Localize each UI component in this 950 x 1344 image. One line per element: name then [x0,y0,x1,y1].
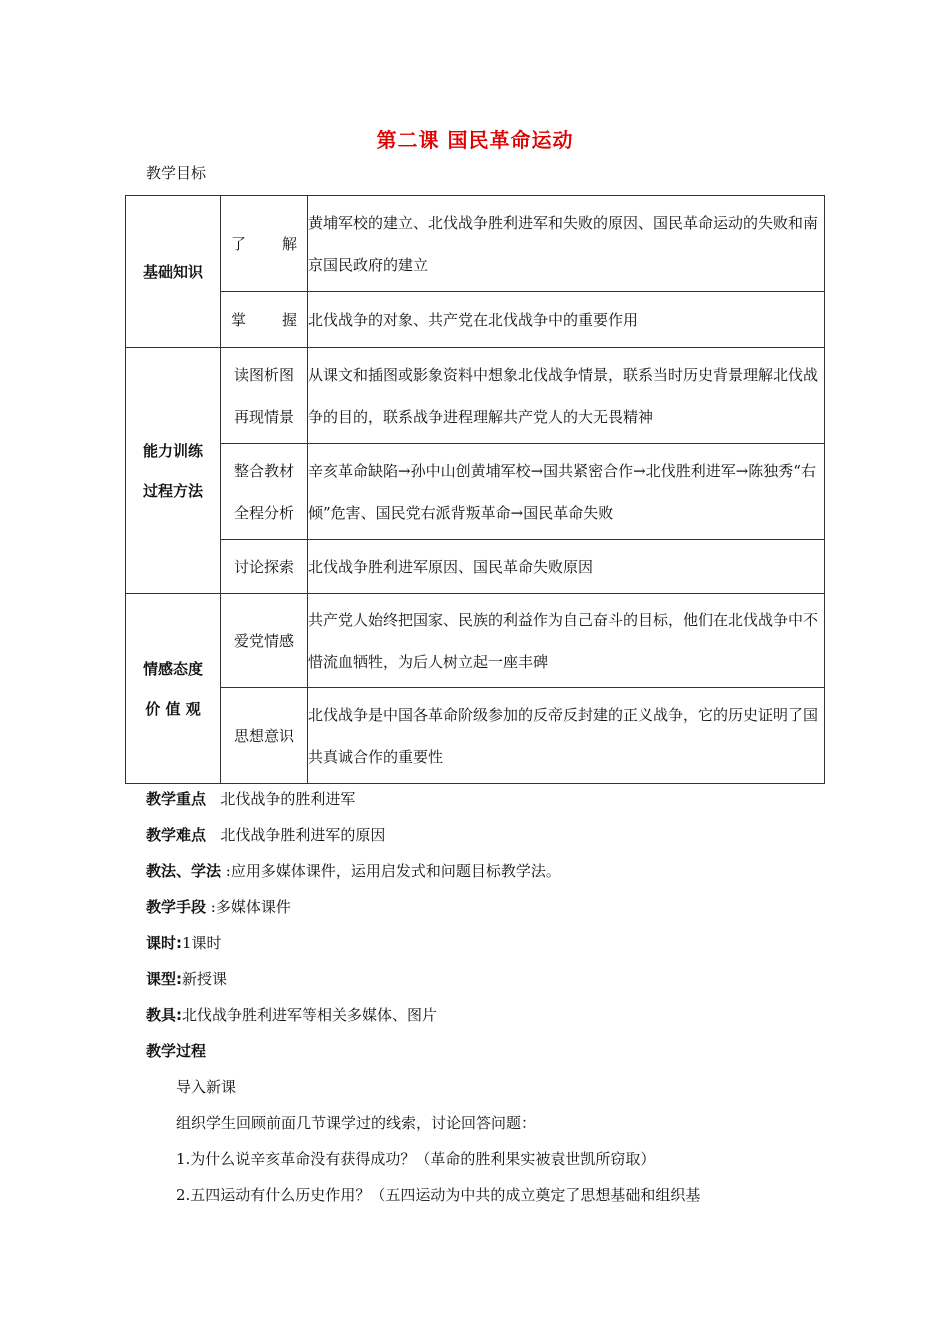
objectives-table [125,195,825,784]
process-heading: 教学过程 [146,1042,207,1060]
sub-master: 掌 握 [221,292,308,348]
question-1: 1.为什么说辛亥革命没有获得成功？（革命的胜利果实被袁世凯所窃取） [176,1150,656,1168]
sub-love-party: 爱党情感 [221,594,308,688]
teaching-goals-label: 教学目标 [146,164,207,182]
page-title: 第二课 国民革命运动 [376,128,574,152]
means-line: 教学手段 :多媒体课件 [146,898,291,916]
category-ability: 能力训练 过程方法 [126,348,221,594]
desc-understand: 黄埔军校的建立、北伐战争胜利进军和失败的原因、国民革命运动的失败和南京国民政府的建立 [308,196,825,292]
sub-understand: 了 解 [221,196,308,292]
focus-line: 教学重点 北伐战争的胜利进军 [146,790,356,808]
method-line: 教法、学法 :应用多媒体课件，运用启发式和问题目标教学法。 [146,862,561,880]
desc-read-maps: 从课文和插图或影象资料中想象北伐战争情景，联系当时历史背景理解北伐战争的目的，联系战争进程理解共产党人的大无畏精神 [308,348,825,444]
process-intro: 导入新课 [176,1078,237,1096]
desc-thought: 北伐战争是中国各革命阶级参加的反帝反封建的正义战争，它的历史证明了国共真诚合作的重要性 [308,688,825,784]
sub-read-maps: 读图析图 再现情景 [221,348,308,444]
difficulty-line: 教学难点 北伐战争胜利进军的原因 [146,826,386,844]
sub-thought: 思想意识 [221,688,308,784]
category-basic: 基础知识 [126,196,221,348]
tools-line: 教具:北伐战争胜利进军等相关多媒体、图片 [146,1006,438,1024]
desc-master: 北伐战争的对象、共产党在北伐战争中的重要作用 [308,292,825,348]
sub-discuss: 讨论探索 [221,540,308,594]
sub-integrate: 整合教材 全程分析 [221,444,308,540]
desc-integrate: 辛亥革命缺陷→孙中山创黄埔军校→国共紧密合作→北伐胜利进军→陈独秀“右倾”危害、国民党右派背叛革命→国民革命失败 [308,444,825,540]
type-line: 课型:新授课 [146,970,228,988]
process-prompt: 组织学生回顾前面几节课学过的线索，讨论回答问题： [176,1114,537,1132]
question-2: 2.五四运动有什么历史作用？（五四运动为中共的成立奠定了思想基础和组织基 [176,1186,701,1204]
category-emotion: 情感态度 价 值 观 [126,594,221,784]
hours-line: 课时:1课时 [146,934,222,952]
desc-love-party: 共产党人始终把国家、民族的利益作为自己奋斗的目标，他们在北伐战争中不惜流血牺牲，为后人树立起一座丰碑 [308,594,825,688]
desc-discuss: 北伐战争胜利进军原因、国民革命失败原因 [308,540,825,594]
